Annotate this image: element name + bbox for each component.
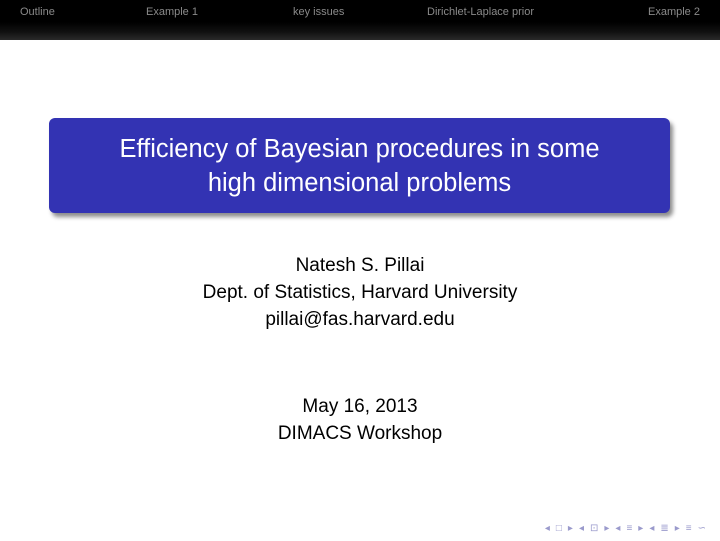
nav-item-example-1[interactable]: Example 1	[146, 6, 198, 18]
nav-item-key-issues[interactable]: key issues	[293, 6, 345, 18]
author-name: Natesh S. Pillai	[295, 255, 425, 276]
subsection-box-icon[interactable]: ≣	[660, 523, 669, 534]
author-affiliation: Dept. of Statistics, Harvard University	[202, 282, 518, 303]
nav-item-dirichlet-laplace-prior[interactable]: Dirichlet-Laplace prior	[427, 6, 534, 18]
align-icon[interactable]: ≡	[685, 523, 692, 534]
nav-item-outline[interactable]: Outline	[20, 6, 55, 18]
slide-title	[80, 132, 640, 200]
section-prev-icon[interactable]: ◂	[615, 523, 621, 534]
slide-next-icon[interactable]: ▸	[567, 523, 573, 534]
beamer-navigation-controls	[545, 523, 706, 535]
section-next-icon[interactable]: ▸	[638, 523, 644, 534]
frame-box-icon[interactable]: ⊡	[589, 523, 599, 534]
author-block	[0, 252, 720, 333]
section-box-icon[interactable]: ≡	[626, 523, 633, 534]
subsection-next-icon[interactable]: ▸	[674, 523, 680, 534]
presentation-date: May 16, 2013	[302, 396, 418, 417]
slide-title-line-2: high dimensional problems	[207, 168, 512, 197]
slide-title-line-1: Efficiency of Bayesian procedures in some	[119, 134, 600, 163]
title-box	[49, 118, 670, 213]
subsection-prev-icon[interactable]: ◂	[649, 523, 655, 534]
event-name: DIMACS Workshop	[277, 423, 443, 444]
search-icon[interactable]: ∽	[697, 523, 706, 534]
frame-prev-icon[interactable]: ◂	[578, 523, 584, 534]
date-block	[0, 393, 720, 447]
author-email: pillai@fas.harvard.edu	[265, 309, 455, 330]
top-navigation-bar	[0, 0, 720, 40]
frame-next-icon[interactable]: ▸	[604, 523, 610, 534]
nav-item-example-2[interactable]: Example 2	[648, 6, 700, 18]
slide-box-icon[interactable]: □	[555, 523, 562, 534]
slide-prev-icon[interactable]: ◂	[544, 523, 550, 534]
